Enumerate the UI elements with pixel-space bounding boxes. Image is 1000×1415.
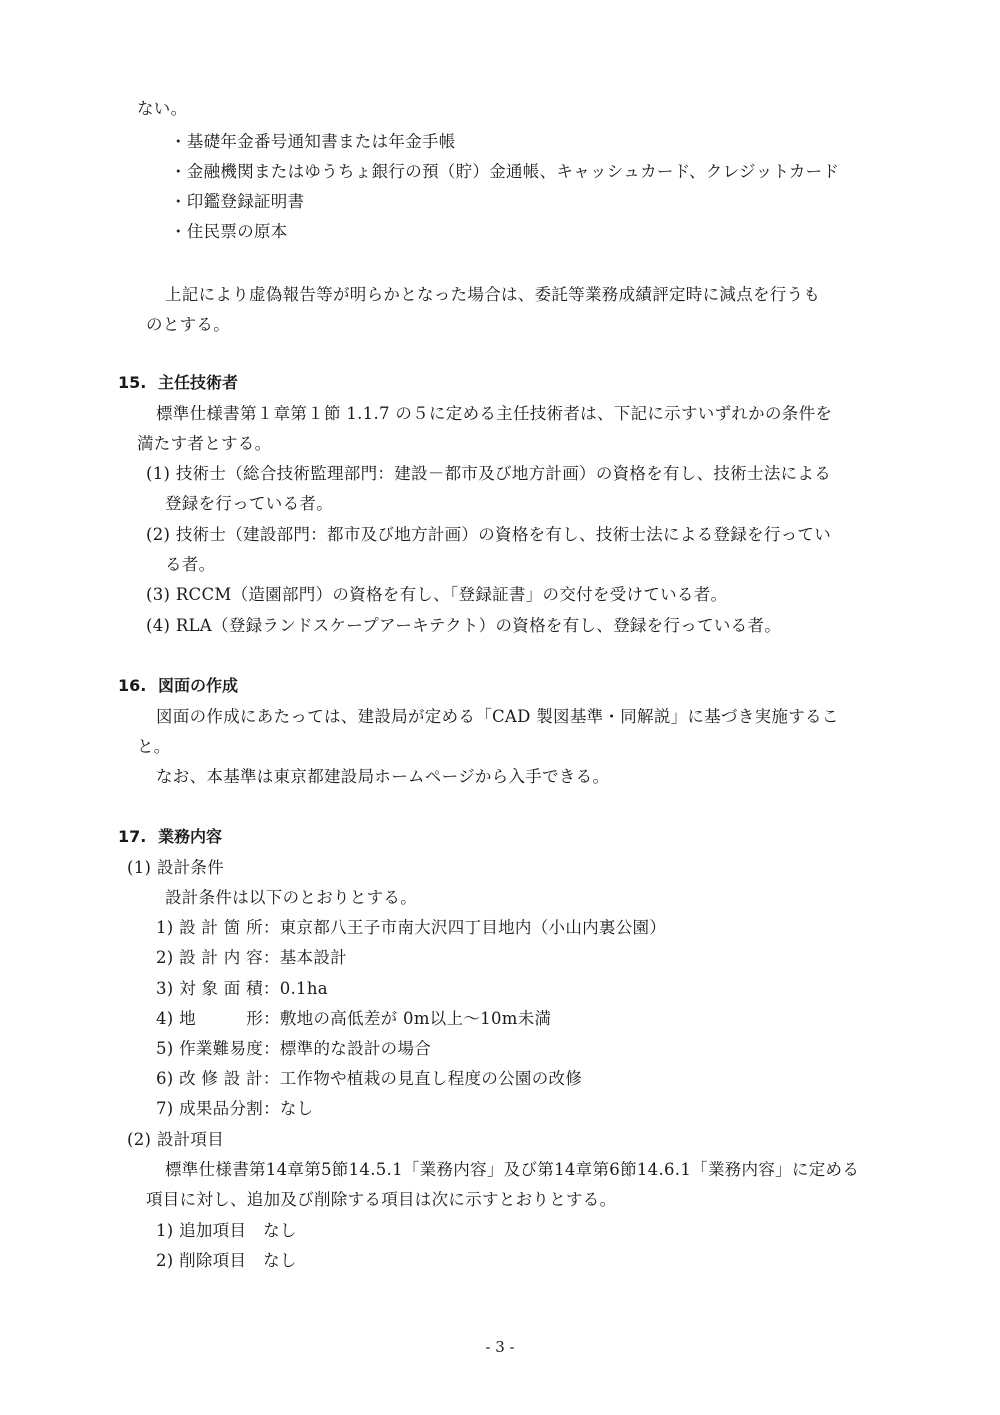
section-number: 16. xyxy=(118,676,147,695)
page-number: - 3 - xyxy=(485,1338,515,1356)
list-item: (2) 技術士（建設部門：都市及び地方計画）の資格を有し、技術士法による登録を行ってい xyxy=(146,525,832,544)
paragraph-line: 設計条件は以下のとおりとする。 xyxy=(165,888,417,907)
section-heading-16 xyxy=(118,675,238,697)
list-item: (4) RLA（登録ランドスケープアーキテクト）の資格を有し、登録を行っている者。 xyxy=(146,616,782,635)
paragraph-line: のとする。 xyxy=(146,315,230,334)
section-heading-17 xyxy=(118,826,222,848)
list-item: ・住民票の原本 xyxy=(170,222,288,241)
intro-continuation: ない。 xyxy=(137,99,188,118)
subsection-heading: (2) 設計項目 xyxy=(127,1130,225,1149)
list-item: ・印鑑登録証明書 xyxy=(170,192,305,211)
section-title: 主任技術者 xyxy=(158,373,239,392)
section-number: 17. xyxy=(118,827,147,846)
list-item-continuation: る者。 xyxy=(165,555,216,574)
paragraph-line: 上記により虚偽報告等が明らかとなった場合は、委託等業務成績評定時に減点を行うも xyxy=(165,285,821,304)
condition-item: 3) 対 象 面 積：0.1ha xyxy=(156,979,328,998)
paragraph-line: 図面の作成にあたっては、建設局が定める「CAD 製図基準・同解説」に基づき実施するこ xyxy=(156,707,839,726)
condition-item: 5) 作業難易度：標準的な設計の場合 xyxy=(156,1039,432,1058)
section-heading-15 xyxy=(118,372,238,394)
paragraph-line: 標準仕様書第１章第１節 1.1.7 の５に定める主任技術者は、下記に示すいずれかの条件を xyxy=(156,404,833,423)
list-item: 1) 追加項目 なし xyxy=(156,1221,297,1240)
list-item-continuation: 登録を行っている者。 xyxy=(165,494,333,513)
list-item: ・基礎年金番号通知書または年金手帳 xyxy=(170,132,456,151)
list-item: (1) 技術士（総合技術監理部門：建設－都市及び地方計画）の資格を有し、技術士法による xyxy=(146,464,832,483)
paragraph-line: 標準仕様書第14章第5節14.5.1「業務内容」及び第14章第6節14.6.1「業務内容」に定める xyxy=(165,1160,860,1179)
list-item: ・金融機関またはゆうちょ銀行の預（貯）金通帳、キャッシュカード、クレジットカード xyxy=(170,162,840,181)
condition-item: 4) 地 形：敷地の高低差が 0m以上～10m未満 xyxy=(156,1009,552,1028)
section-title: 図面の作成 xyxy=(158,676,239,695)
list-item: (3) RCCM（造園部門）の資格を有し、「登録証書」の交付を受けている者。 xyxy=(146,585,728,604)
section-title: 業務内容 xyxy=(158,827,223,846)
section-number: 15. xyxy=(118,373,147,392)
paragraph-line: なお、本基準は東京都建設局ホームページから入手できる。 xyxy=(156,767,610,786)
paragraph-line: 項目に対し、追加及び削除する項目は次に示すとおりとする。 xyxy=(146,1190,617,1209)
paragraph-line: と。 xyxy=(137,737,171,756)
condition-item: 1) 設 計 箇 所：東京都八王子市南大沢四丁目地内（小山内裏公園） xyxy=(156,918,667,937)
condition-item: 2) 設 計 内 容：基本設計 xyxy=(156,948,347,967)
list-item: 2) 削除項目 なし xyxy=(156,1251,297,1270)
paragraph-line: 満たす者とする。 xyxy=(137,434,272,453)
condition-item: 7) 成果品分割：なし xyxy=(156,1099,314,1118)
subsection-heading: (1) 設計条件 xyxy=(127,858,225,877)
condition-item: 6) 改 修 設 計：工作物や植栽の見直し程度の公園の改修 xyxy=(156,1069,583,1088)
